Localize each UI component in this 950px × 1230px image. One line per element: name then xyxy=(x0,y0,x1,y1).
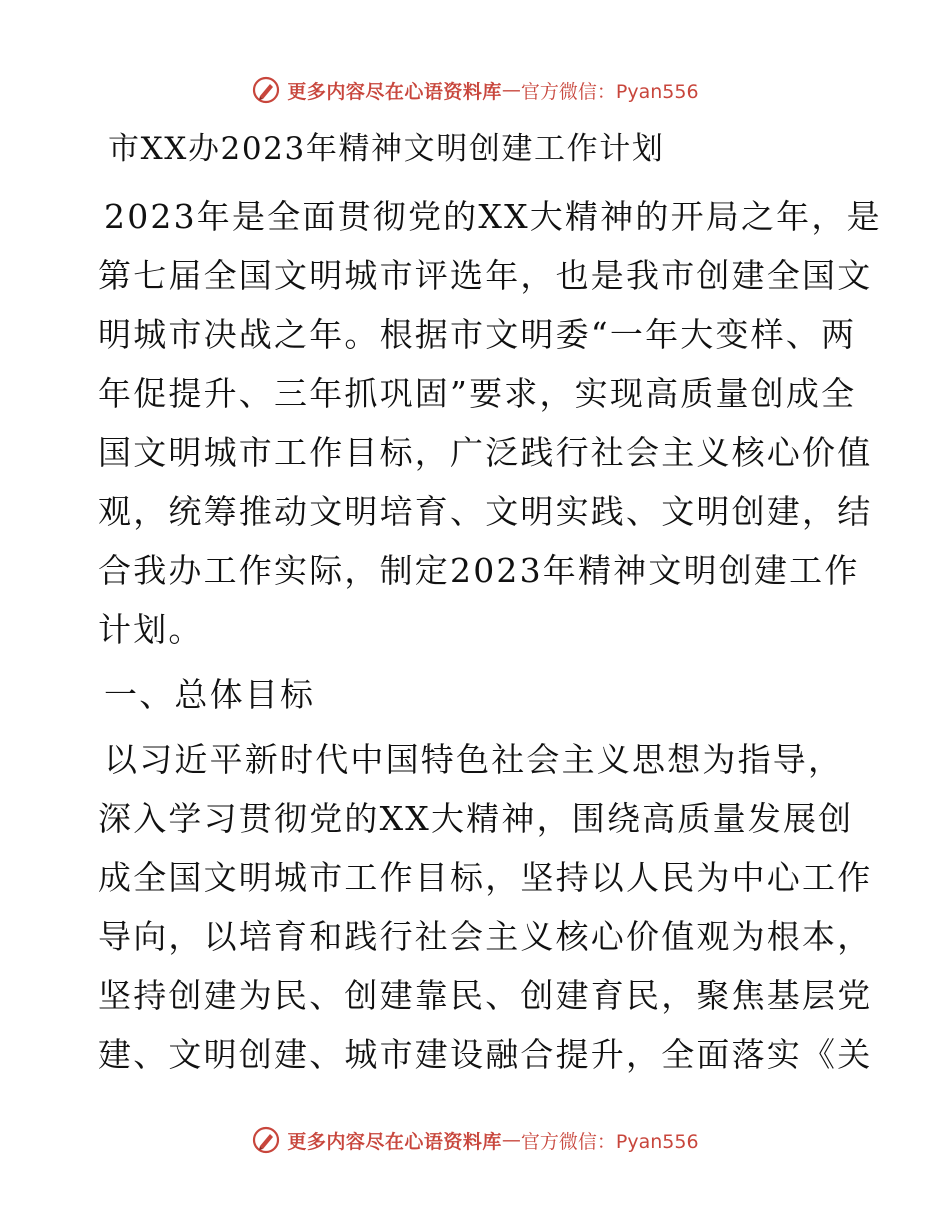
section-heading: 一、总体目标 xyxy=(104,675,316,714)
document-body xyxy=(98,118,882,1084)
paragraph-general-goal xyxy=(98,730,873,1084)
text-line: 年促提升、三年抓巩固”要求，实现高质量创成全 xyxy=(98,374,857,413)
text-line: 成全国文明城市工作目标，坚持以人民为中心工作 xyxy=(98,858,873,897)
text-line: 建、文明创建、城市建设融合提升，全面落实《关 xyxy=(98,1035,873,1074)
banner-separator: — xyxy=(501,79,521,101)
text-line: 第七届全国文明城市评选年，也是我市创建全国文 xyxy=(98,256,873,295)
banner-account-text: 官方微信：Pyan556 xyxy=(520,80,699,103)
pen-logo-icon xyxy=(251,1125,281,1155)
banner-account-text: 官方微信：Pyan556 xyxy=(520,1130,699,1153)
header-watermark-banner xyxy=(0,70,950,110)
text-line: 导向，以培育和践行社会主义核心价值观为根本， xyxy=(98,917,873,956)
text-line: 坚持创建为民、创建靠民、创建育民，聚焦基层党 xyxy=(98,976,873,1015)
text-line: 合我办工作实际，制定2023年精神文明创建工作 xyxy=(98,551,860,590)
text-line: 计划。 xyxy=(98,610,204,649)
text-line: 明城市决战之年。根据市文明委“一年大变样、两 xyxy=(98,315,857,354)
pen-logo-icon xyxy=(251,75,281,105)
banner-main-text: 更多内容尽在心语资料库 xyxy=(287,1130,502,1153)
document-title: 市XX办2023年精神文明创建工作计划 xyxy=(108,131,665,167)
text-line: 观，统筹推动文明培育、文明实践、文明创建，结 xyxy=(98,492,873,531)
paragraph-intro xyxy=(98,187,882,659)
text-line: 深入学习贯彻党的XX大精神，围绕高质量发展创 xyxy=(98,799,854,838)
text-line: 国文明城市工作目标，广泛践行社会主义核心价值 xyxy=(98,433,873,472)
footer-watermark-banner xyxy=(0,1120,950,1160)
text-line: 以习近平新时代中国特色社会主义思想为指导， xyxy=(104,740,844,779)
banner-separator: — xyxy=(501,1129,521,1151)
text-line: 2023年是全面贯彻党的XX大精神的开局之年，是 xyxy=(104,197,882,236)
banner-main-text: 更多内容尽在心语资料库 xyxy=(287,80,502,103)
